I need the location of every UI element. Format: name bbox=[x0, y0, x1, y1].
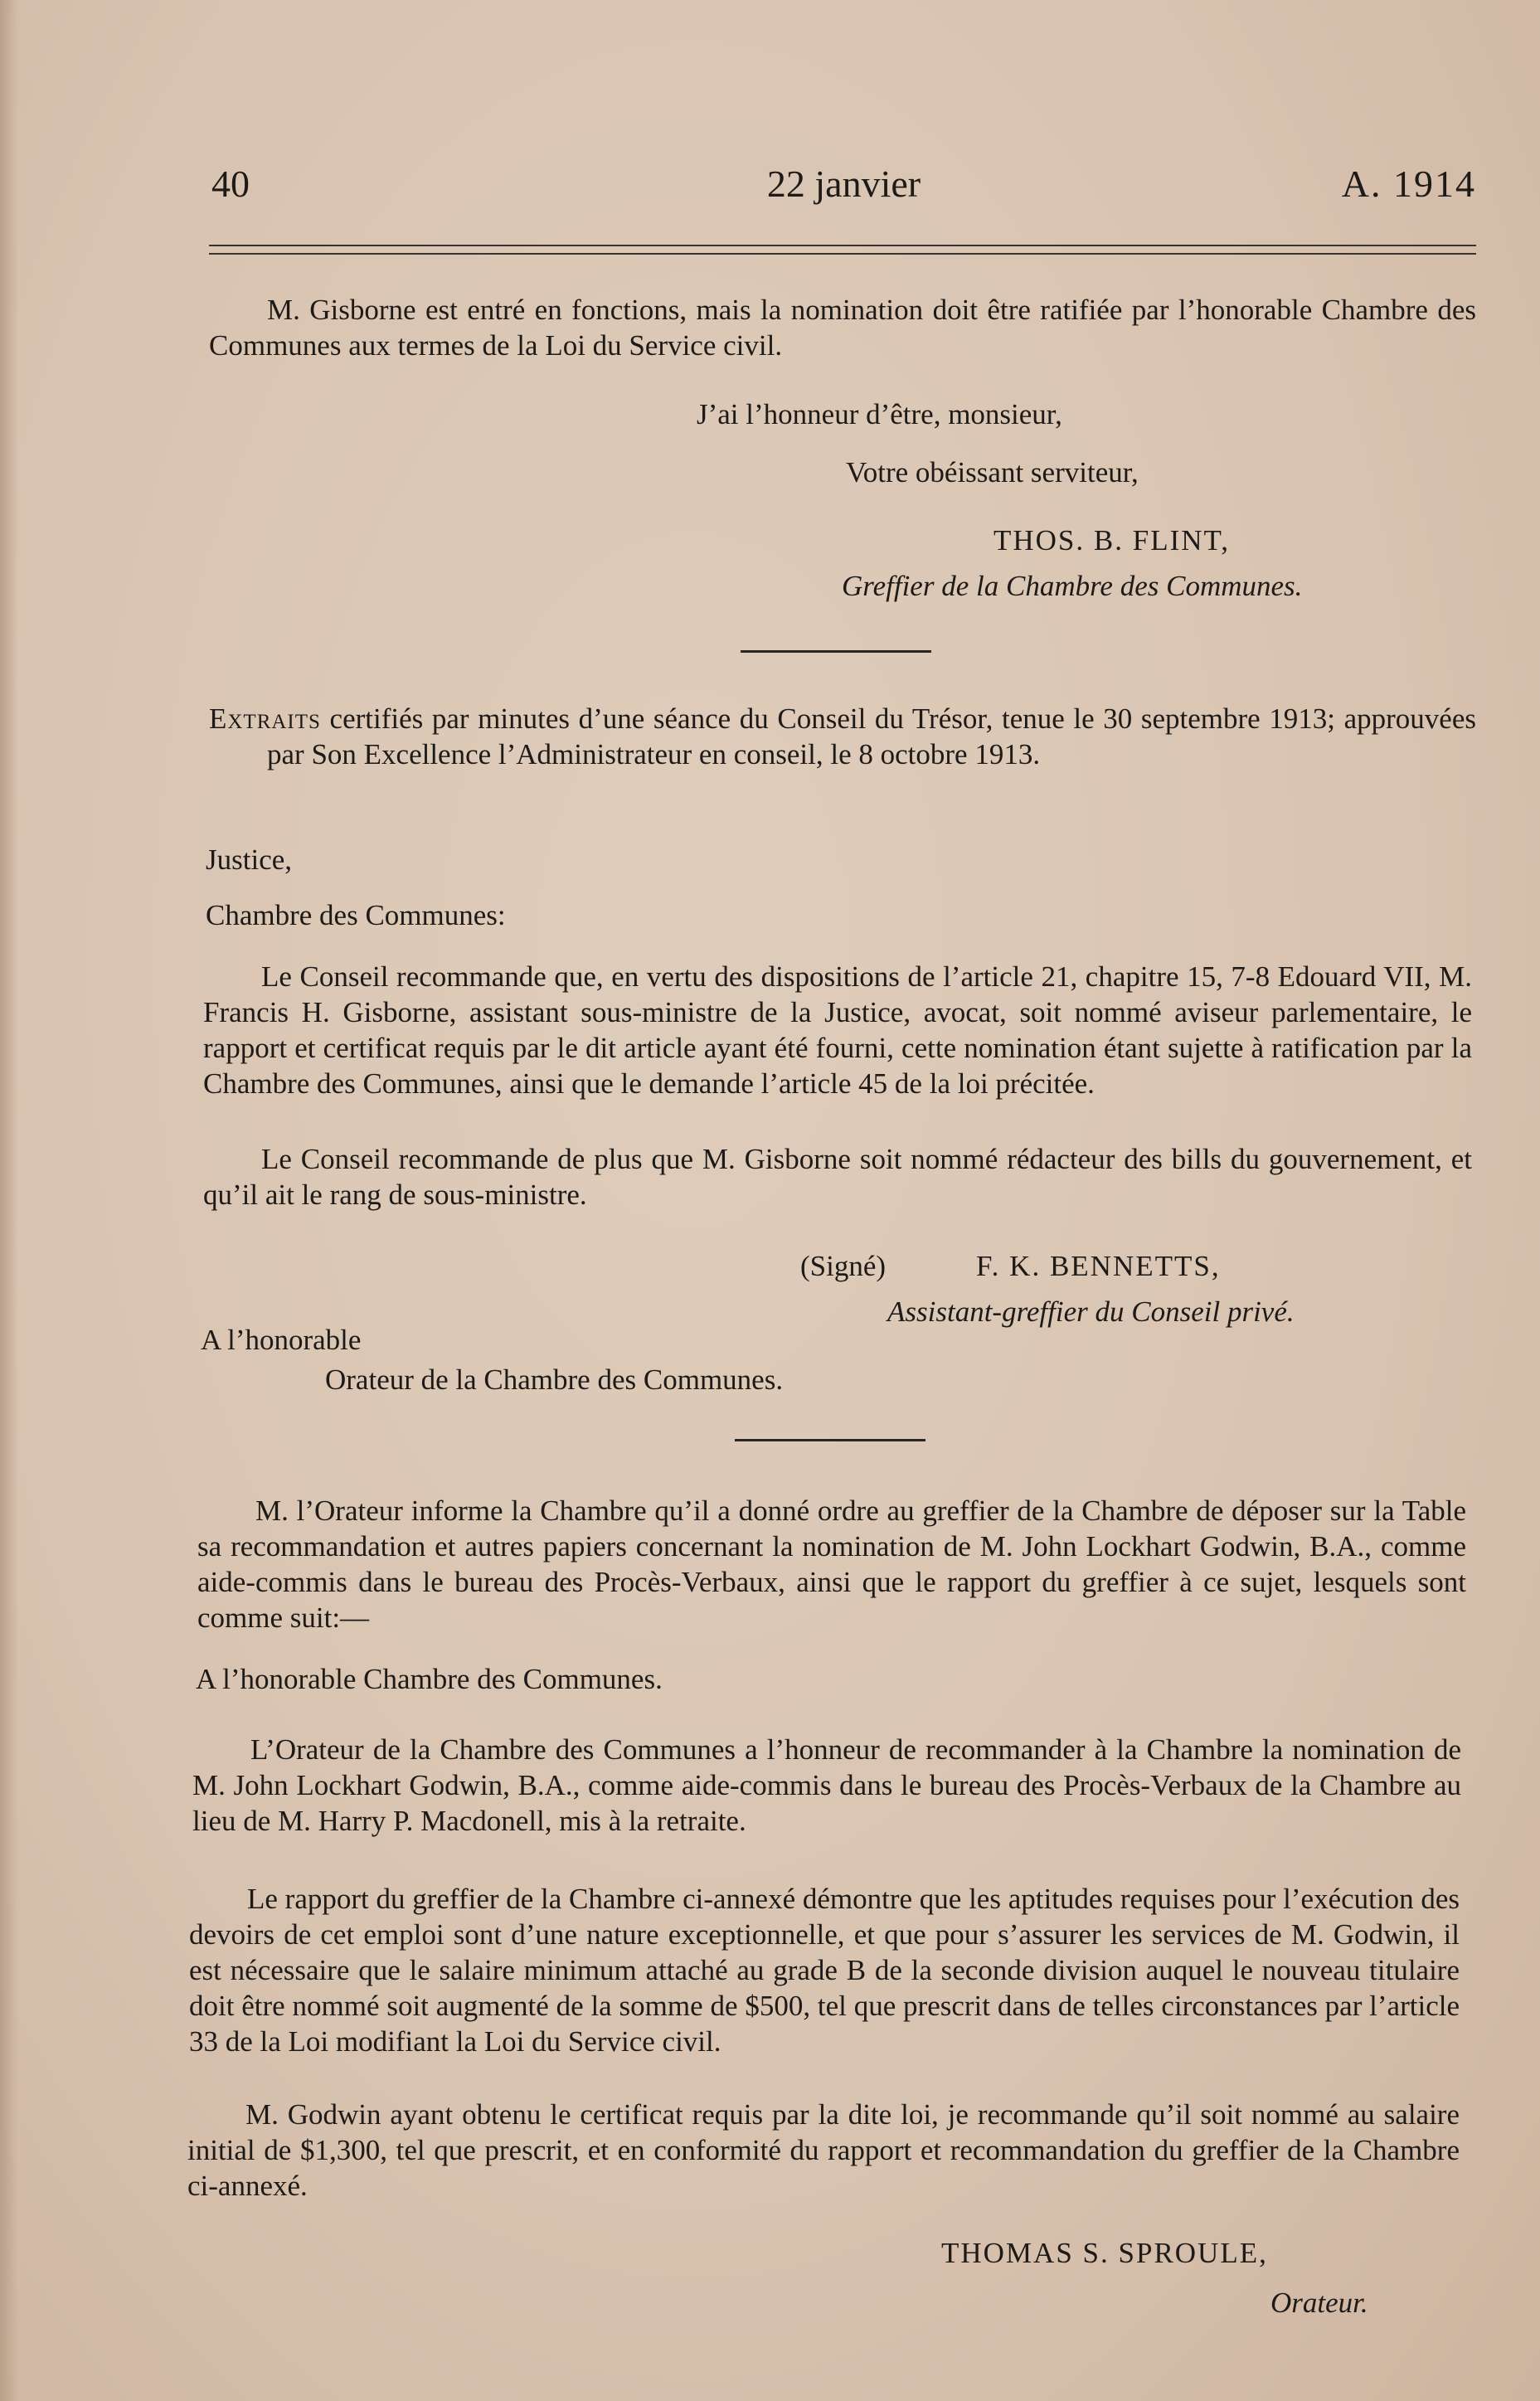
extract-signed: (Signé) bbox=[800, 1250, 887, 1282]
extract-dept: Justice, bbox=[206, 843, 293, 876]
page-number: 40 bbox=[211, 163, 250, 205]
letter-closing-2: Votre obéissant serviteur, bbox=[846, 456, 1139, 488]
speaker-paragraph-1: M. l’Orateur informe la Chambre qu’il a donné ordre au greffier de la Chambre de déposer sur la Table sa recommandation et autres papiers concernant la nomination de M. John Lockhart Godwin, B.A., comme aide-commis dans le bureau des Procès-Verbaux, ainsi que le rapport du greffier à ce sujet, lesquels sont comme suit:— bbox=[197, 1495, 1466, 1634]
extract-address-2: Orateur de la Chambre des Communes. bbox=[325, 1363, 784, 1396]
extract-subdept: Chambre des Communes: bbox=[206, 899, 506, 931]
extract-heading-text: certifiés par minutes d’une séance du Conseil du Trésor, tenue le 30 septembre 1913; approuvées par Son Excellence l’Administrateur en conseil, le 8 octobre 1913. bbox=[267, 702, 1476, 770]
section-divider-1 bbox=[741, 650, 931, 653]
header-rule bbox=[209, 245, 1476, 255]
header-year: A. 1914 bbox=[1341, 163, 1476, 205]
speaker-paragraph-2: L’Orateur de la Chambre des Communes a l’honneur de recommander à la Chambre la nomination de M. John Lockhart Godwin, B.A., comme aide-commis dans le bureau des Procès-Verbaux de la Chambre au lieu de M. Harry P. Macdonell, mis à la retraite. bbox=[192, 1733, 1461, 1837]
sproule-signature-name: THOMAS S. SPROULE, bbox=[941, 2237, 1268, 2269]
speaker-address: A l’honorable Chambre des Communes. bbox=[196, 1663, 663, 1695]
page-edge-shadow bbox=[0, 0, 18, 2401]
extract-address-1: A l’honorable bbox=[201, 1324, 362, 1356]
speaker-paragraph-4: M. Godwin ayant obtenu le certificat requis par la dite loi, je recommande qu’il soit nommé au salaire initial de $1,300, tel que prescrit, et en conformité du rapport et recommandation du greffier de la Chambre ci-annexé. bbox=[187, 2098, 1460, 2202]
speaker-paragraph-3: Le rapport du greffier de la Chambre ci-annexé démontre que les aptitudes requises pour l’exécution des devoirs de cet emploi sont d’une nature exceptionnelle, et que pour s’assurer les services de M. Godwin, il est nécessaire que le salaire minimum attaché au grade B de la seconde division auquel le nouveau titulaire doit être nommé soit augmenté de la somme de $500, tel que prescrit dans de telles circonstances par l’article 33 de la Loi modifiant la Loi du Service civil. bbox=[189, 1883, 1460, 2058]
sproule-signature-title: Orateur. bbox=[1270, 2287, 1368, 2319]
bennetts-signature-name: F. K. BENNETTS, bbox=[976, 1250, 1221, 1282]
extract-paragraph-2: Le Conseil recommande de plus que M. Gisborne soit nommé rédacteur des bills du gouvernement, et qu’il ait le rang de sous-ministre. bbox=[203, 1143, 1472, 1211]
flint-signature-title: Greffier de la Chambre des Communes. bbox=[842, 570, 1303, 602]
extract-lead: Extraits bbox=[209, 702, 321, 735]
page-header bbox=[211, 162, 1476, 211]
letter-closing-1: J’ai l’honneur d’être, monsieur, bbox=[697, 398, 1062, 430]
flint-signature-name: THOS. B. FLINT, bbox=[993, 524, 1231, 557]
header-date: 22 janvier bbox=[766, 163, 921, 205]
extract-paragraph-1: Le Conseil recommande que, en vertu des dispositions de l’article 21, chapitre 15, 7-8 Edouard VII, M. Francis H. Gisborne, assistant sous-ministre de la Justice, avocat, soit nommé aviseur parlementaire, le rapport et certificat requis par le dit article ayant été fourni, cette nomination étant sujette à ratification par la Chambre des Communes, ainsi que le demande l’article 45 de la loi précitée. bbox=[203, 960, 1472, 1100]
letter-intro: M. Gisborne est entré en fonctions, mais la nomination doit être ratifiée par l’honorable Chambre des Communes aux termes de la Loi du Service civil. bbox=[209, 294, 1476, 362]
extract-heading bbox=[209, 701, 1476, 772]
section-divider-2 bbox=[735, 1439, 925, 1441]
bennetts-signature-title: Assistant-greffier du Conseil privé. bbox=[887, 1295, 1295, 1328]
